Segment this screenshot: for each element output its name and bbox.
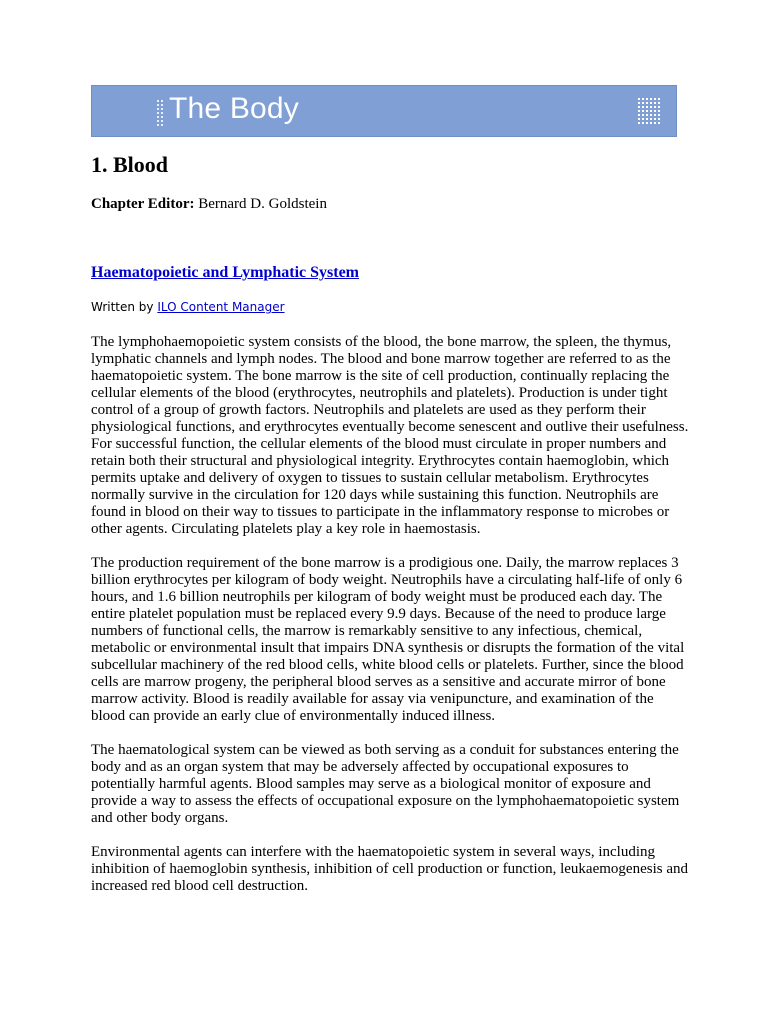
paragraph: Environmental agents can interfere with the haematopoietic system in several ways, including inhibition of haemoglobin synthesis, inhibition of cell production or function, leukaemogenesis and increased red blood cell destruction. (91, 844, 688, 894)
article-body (91, 334, 691, 912)
author-link[interactable]: ILO Content Manager (157, 300, 285, 314)
written-by-label: Written by (91, 300, 158, 314)
byline (91, 300, 285, 314)
chapter-editor (91, 196, 327, 213)
paragraph: The production requirement of the bone marrow is a prodigious one. Daily, the marrow replaces 3 billion erythrocytes per kilogram of body weight. Neutrophils have a circulating half-life of only 6 hours, and 1.6 billion neutrophils per kilogram of body weight must be produced each day. The entire platelet population must be replaced every 9.9 days. Because of the need to produce large numbers of functional cells, the marrow is remarkably sensitive to any infectious, chemical, metabolic or environmental insult that impairs DNA synthesis or disrupts the formation of the vital subcellular machinery of the red blood cells, white blood cells or platelets. Further, since the blood cells are marrow progeny, the peripheral blood serves as a sensitive and accurate mirror of bone marrow activity. Blood is readily available for assay via venipuncture, and examination of the blood can provide an early clue of environmentally induced illness. (91, 555, 685, 724)
banner-title: The Body (169, 92, 300, 125)
section-title-link[interactable]: Haematopoietic and Lymphatic System (91, 264, 359, 281)
grip-dots-icon (157, 100, 163, 122)
editor-label: Chapter Editor: (91, 196, 195, 212)
paragraph: The haematological system can be viewed as both serving as a conduit for substances entering the body and as an organ system that may be adversely affected by occupational exposures to potentially harmful agents. Blood samples may serve as a biological monitor of exposure and provide a way to assess the effects of occupational exposure on the lymphohaematopoietic system and other body organs. (91, 742, 680, 826)
header-banner (91, 85, 677, 137)
dot-grid-icon (638, 98, 662, 126)
paragraph: The lymphohaemopoietic system consists of the blood, the bone marrow, the spleen, the thymus, lymphatic channels and lymph nodes. The blood and bone marrow together are referred to as the haematopoietic system. The bone marrow is the site of cell production, continually replacing the cellular elements of the blood (erythrocytes, neutrophils and platelets). Production is under tight control of a group of growth factors. Neutrophils and platelets are used as they perform their physiological functions, and erythrocytes eventually become senescent and outlive their usefulness. For successful function, the cellular elements of the blood must circulate in proper numbers and retain both their structural and physiological integrity. Erythrocytes contain haemoglobin, which permits uptake and delivery of oxygen to tissues to sustain cellular metabolism. Erythrocytes normally survive in the circulation for 120 days while sustaining this function. Neutrophils are found in blood on their way to tissues to participate in the inflammatory response to microbes or other agents. Circulating platelets play a key role in haemostasis. (91, 334, 689, 537)
chapter-title: 1. Blood (91, 152, 169, 177)
editor-name: Bernard D. Goldstein (194, 196, 327, 212)
